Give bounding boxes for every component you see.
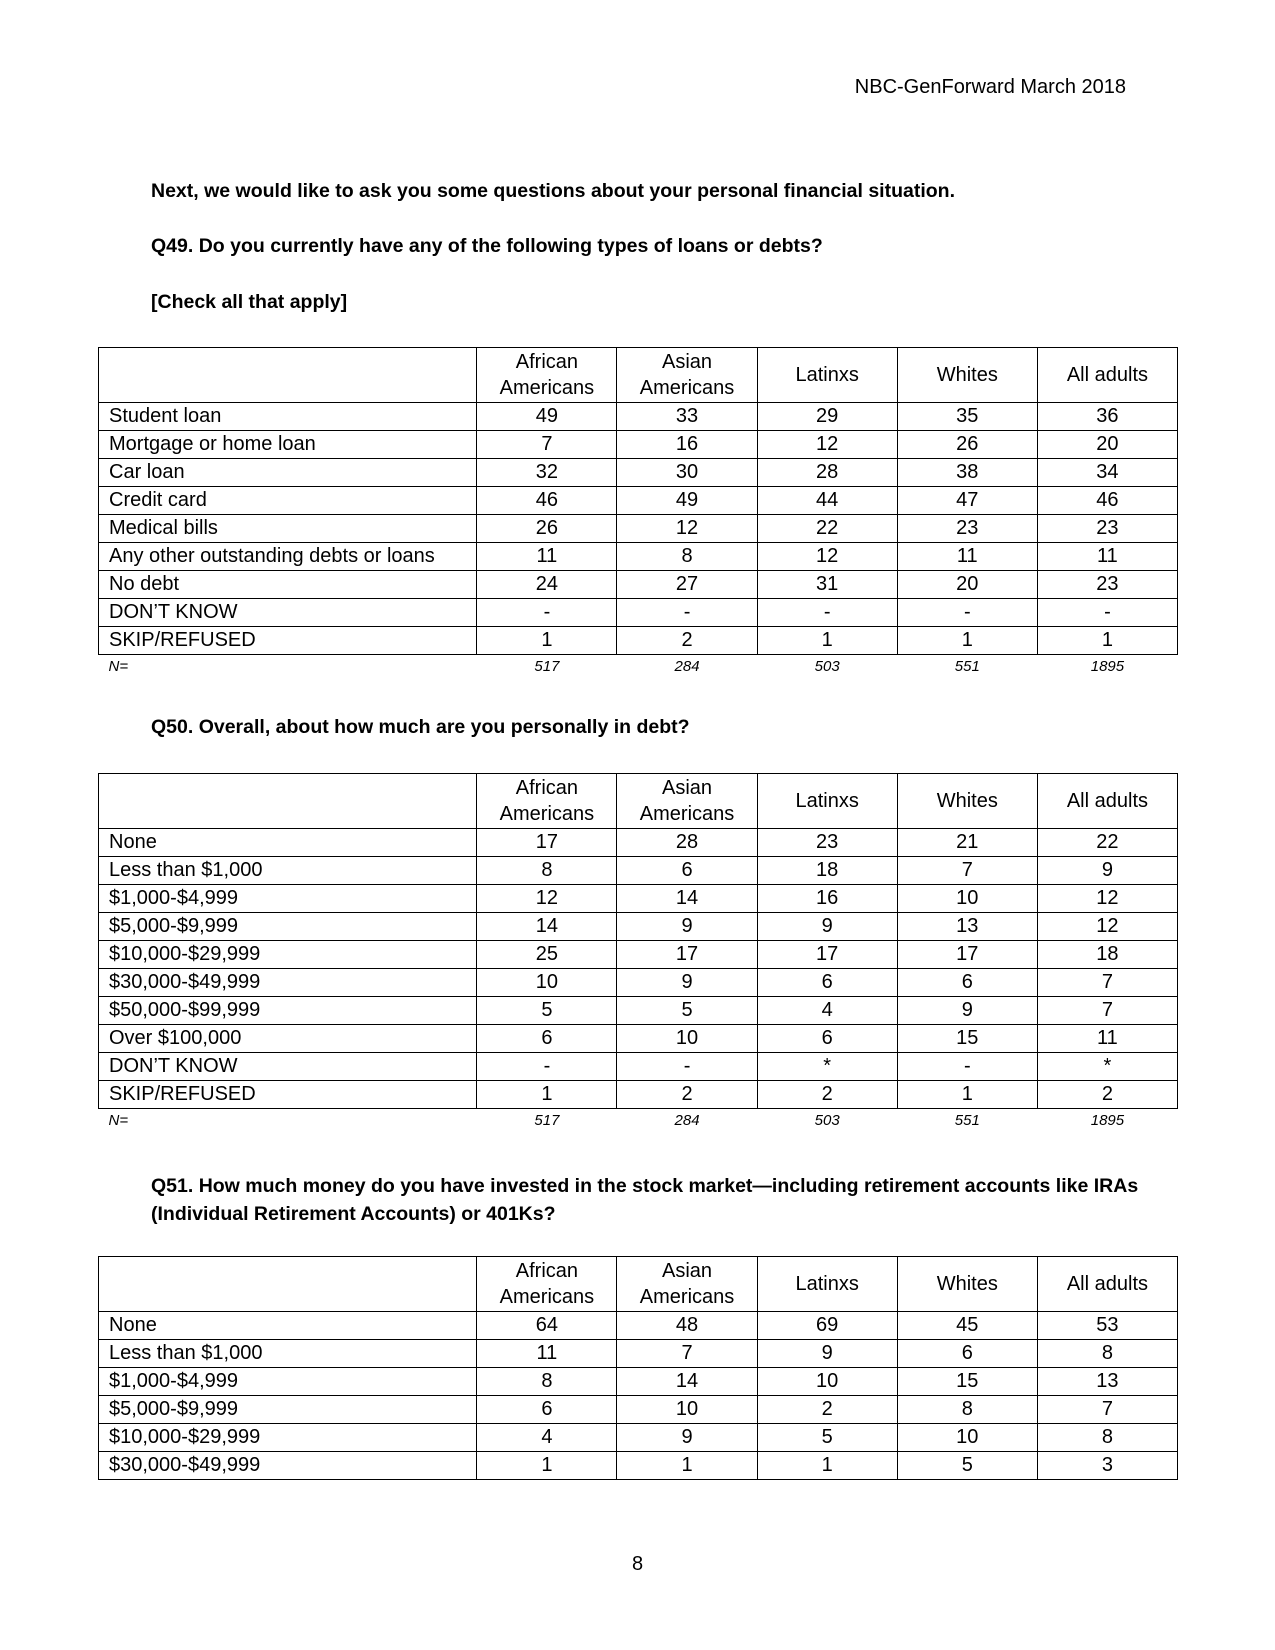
cell-value: 49: [477, 403, 617, 431]
header-asian-americans: Asian Americans: [617, 1257, 757, 1312]
cell-value: 8: [1037, 1424, 1177, 1452]
cell-value: 30: [617, 459, 757, 487]
question-q49-instruction: [Check all that apply]: [151, 291, 348, 313]
table-q51: [98, 1256, 1178, 1480]
cell-value: 26: [897, 431, 1037, 459]
row-label: None: [99, 829, 477, 857]
cell-value: 35: [897, 403, 1037, 431]
cell-value: 9: [617, 913, 757, 941]
row-label: SKIP/REFUSED: [99, 627, 477, 655]
table-row: [99, 1424, 1178, 1452]
cell-value: 45: [897, 1312, 1037, 1340]
cell-value: 12: [617, 515, 757, 543]
cell-value: 9: [617, 1424, 757, 1452]
n-value: 1895: [1090, 658, 1125, 675]
cell-value: 8: [477, 1368, 617, 1396]
cell-value: 2: [617, 1081, 757, 1109]
cell-value: 12: [1037, 913, 1177, 941]
header-blank: [99, 348, 477, 403]
cell-value: 13: [897, 913, 1037, 941]
cell-value: 10: [617, 1025, 757, 1053]
cell-value: 46: [1037, 487, 1177, 515]
cell-value: 29: [757, 403, 897, 431]
cell-value: 6: [757, 969, 897, 997]
cell-value: 6: [897, 1340, 1037, 1368]
table-row: [99, 1053, 1178, 1081]
header-asian-americans: Asian Americans: [617, 348, 757, 403]
table-q49: [98, 347, 1178, 679]
table-q50: [98, 773, 1178, 1133]
cell-value: 18: [1037, 941, 1177, 969]
cell-value: 6: [477, 1025, 617, 1053]
cell-value: 9: [1037, 857, 1177, 885]
n-label: N=: [108, 1112, 129, 1129]
n-value: 284: [674, 1112, 700, 1129]
header-whites: Whites: [897, 348, 1037, 403]
n-value: 284: [674, 658, 700, 675]
row-label: Less than $1,000: [99, 1340, 477, 1368]
table-row: [99, 969, 1178, 997]
row-label: $50,000-$99,999: [99, 997, 477, 1025]
cell-value: 5: [477, 997, 617, 1025]
cell-value: 2: [757, 1081, 897, 1109]
row-label: No debt: [99, 571, 477, 599]
table-row: [99, 459, 1178, 487]
header-all-adults: All adults: [1037, 774, 1177, 829]
row-label: Credit card: [99, 487, 477, 515]
sample-size-row: [99, 1109, 1178, 1134]
table-row: [99, 1312, 1178, 1340]
cell-value: 7: [897, 857, 1037, 885]
row-label: $10,000-$29,999: [99, 941, 477, 969]
cell-value: 28: [617, 829, 757, 857]
cell-value: 22: [1037, 829, 1177, 857]
cell-value: 2: [617, 627, 757, 655]
cell-value: -: [477, 1053, 617, 1081]
cell-value: 26: [477, 515, 617, 543]
cell-value: 4: [477, 1424, 617, 1452]
cell-value: 7: [617, 1340, 757, 1368]
cell-value: 6: [617, 857, 757, 885]
header-all-adults: All adults: [1037, 348, 1177, 403]
cell-value: 11: [477, 1340, 617, 1368]
table-row: [99, 1396, 1178, 1424]
cell-value: 36: [1037, 403, 1177, 431]
row-label: $1,000-$4,999: [99, 885, 477, 913]
table-row: [99, 1340, 1178, 1368]
table-header-row: [99, 774, 1178, 829]
cell-value: 11: [1037, 543, 1177, 571]
cell-value: 20: [1037, 431, 1177, 459]
cell-value: 44: [757, 487, 897, 515]
table-row: [99, 543, 1178, 571]
cell-value: 53: [1037, 1312, 1177, 1340]
row-label: DON’T KNOW: [99, 599, 477, 627]
cell-value: 48: [617, 1312, 757, 1340]
sample-size-row: [99, 655, 1178, 680]
cell-value: 33: [617, 403, 757, 431]
cell-value: 10: [757, 1368, 897, 1396]
cell-value: 9: [897, 997, 1037, 1025]
cell-value: 8: [897, 1396, 1037, 1424]
cell-value: -: [617, 599, 757, 627]
question-q49: Q49. Do you currently have any of the following types of loans or debts?: [151, 235, 823, 257]
table-row: [99, 1452, 1178, 1480]
cell-value: 25: [477, 941, 617, 969]
cell-value: 69: [757, 1312, 897, 1340]
cell-value: *: [757, 1053, 897, 1081]
row-label: DON’T KNOW: [99, 1053, 477, 1081]
cell-value: 6: [477, 1396, 617, 1424]
cell-value: 17: [897, 941, 1037, 969]
row-label: Over $100,000: [99, 1025, 477, 1053]
cell-value: 17: [757, 941, 897, 969]
cell-value: 14: [477, 913, 617, 941]
cell-value: 1: [1037, 627, 1177, 655]
cell-value: 18: [757, 857, 897, 885]
cell-value: 6: [757, 1025, 897, 1053]
cell-value: 9: [757, 1340, 897, 1368]
header-blank: [99, 774, 477, 829]
cell-value: -: [477, 599, 617, 627]
row-label: Medical bills: [99, 515, 477, 543]
cell-value: 31: [757, 571, 897, 599]
cell-value: 27: [617, 571, 757, 599]
cell-value: 1: [617, 1452, 757, 1480]
cell-value: -: [617, 1053, 757, 1081]
cell-value: 9: [757, 913, 897, 941]
cell-value: 7: [1037, 1396, 1177, 1424]
cell-value: 2: [1037, 1081, 1177, 1109]
table-header-row: [99, 1257, 1178, 1312]
cell-value: 2: [757, 1396, 897, 1424]
row-label: Less than $1,000: [99, 857, 477, 885]
header-latinxs: Latinxs: [757, 1257, 897, 1312]
table-row: [99, 515, 1178, 543]
cell-value: 22: [757, 515, 897, 543]
cell-value: 5: [617, 997, 757, 1025]
cell-value: 8: [1037, 1340, 1177, 1368]
row-label: $5,000-$9,999: [99, 913, 477, 941]
table-row: [99, 1025, 1178, 1053]
cell-value: 3: [1037, 1452, 1177, 1480]
table-row: [99, 627, 1178, 655]
cell-value: 11: [477, 543, 617, 571]
header-african-americans: African Americans: [477, 774, 617, 829]
row-label: $1,000-$4,999: [99, 1368, 477, 1396]
cell-value: 7: [1037, 997, 1177, 1025]
table-row: [99, 431, 1178, 459]
row-label: SKIP/REFUSED: [99, 1081, 477, 1109]
cell-value: 1: [477, 1452, 617, 1480]
cell-value: -: [897, 1053, 1037, 1081]
cell-value: 32: [477, 459, 617, 487]
question-q51: Q51. How much money do you have invested in the stock market—including retirement accounts like IRAs (Individual Retirement Accounts) or 401Ks?: [151, 1175, 1139, 1225]
cell-value: 20: [897, 571, 1037, 599]
cell-value: 24: [477, 571, 617, 599]
cell-value: 1: [897, 1081, 1037, 1109]
cell-value: 38: [897, 459, 1037, 487]
n-value: 503: [814, 658, 840, 675]
document-header: NBC-GenForward March 2018: [854, 76, 1126, 98]
table-header-row: [99, 348, 1178, 403]
table-row: [99, 403, 1178, 431]
row-label: Mortgage or home loan: [99, 431, 477, 459]
cell-value: 4: [757, 997, 897, 1025]
n-value: 503: [814, 1112, 840, 1129]
header-african-americans: African Americans: [477, 1257, 617, 1312]
cell-value: 17: [477, 829, 617, 857]
cell-value: 8: [617, 543, 757, 571]
cell-value: 47: [897, 487, 1037, 515]
row-label: None: [99, 1312, 477, 1340]
header-whites: Whites: [897, 1257, 1037, 1312]
cell-value: 14: [617, 885, 757, 913]
header-african-americans: African Americans: [477, 348, 617, 403]
cell-value: 12: [757, 543, 897, 571]
table-row: [99, 1081, 1178, 1109]
cell-value: 1: [477, 627, 617, 655]
row-label: Any other outstanding debts or loans: [99, 543, 477, 571]
cell-value: 23: [757, 829, 897, 857]
cell-value: 12: [757, 431, 897, 459]
cell-value: 9: [617, 969, 757, 997]
cell-value: 10: [897, 885, 1037, 913]
n-value: 551: [954, 1112, 980, 1129]
cell-value: *: [1037, 1053, 1177, 1081]
cell-value: 11: [1037, 1025, 1177, 1053]
n-value: 551: [954, 658, 980, 675]
header-latinxs: Latinxs: [757, 348, 897, 403]
header-asian-americans: Asian Americans: [617, 774, 757, 829]
cell-value: -: [897, 599, 1037, 627]
row-label: Car loan: [99, 459, 477, 487]
cell-value: 12: [477, 885, 617, 913]
n-value: 517: [534, 1112, 560, 1129]
n-value: 1895: [1090, 1112, 1125, 1129]
table-row: [99, 885, 1178, 913]
row-label: $10,000-$29,999: [99, 1424, 477, 1452]
cell-value: 1: [757, 627, 897, 655]
page-number: 8: [631, 1553, 644, 1575]
cell-value: 5: [757, 1424, 897, 1452]
table-row: [99, 599, 1178, 627]
table-row: [99, 941, 1178, 969]
cell-value: 46: [477, 487, 617, 515]
cell-value: 23: [1037, 571, 1177, 599]
cell-value: 16: [617, 431, 757, 459]
cell-value: 34: [1037, 459, 1177, 487]
cell-value: 7: [477, 431, 617, 459]
question-q50: Q50. Overall, about how much are you personally in debt?: [151, 716, 690, 738]
cell-value: 28: [757, 459, 897, 487]
cell-value: 7: [1037, 969, 1177, 997]
cell-value: 17: [617, 941, 757, 969]
section-intro: Next, we would like to ask you some questions about your personal financial situation.: [151, 180, 955, 202]
row-label: Student loan: [99, 403, 477, 431]
table-row: [99, 857, 1178, 885]
cell-value: 6: [897, 969, 1037, 997]
cell-value: 64: [477, 1312, 617, 1340]
table-row: [99, 997, 1178, 1025]
row-label: $30,000-$49,999: [99, 1452, 477, 1480]
header-all-adults: All adults: [1037, 1257, 1177, 1312]
cell-value: 23: [897, 515, 1037, 543]
cell-value: -: [757, 599, 897, 627]
cell-value: 8: [477, 857, 617, 885]
row-label: $30,000-$49,999: [99, 969, 477, 997]
cell-value: -: [1037, 599, 1177, 627]
cell-value: 11: [897, 543, 1037, 571]
table-row: [99, 829, 1178, 857]
cell-value: 12: [1037, 885, 1177, 913]
n-value: 517: [534, 658, 560, 675]
cell-value: 1: [897, 627, 1037, 655]
cell-value: 15: [897, 1368, 1037, 1396]
cell-value: 49: [617, 487, 757, 515]
cell-value: 5: [897, 1452, 1037, 1480]
cell-value: 23: [1037, 515, 1177, 543]
cell-value: 13: [1037, 1368, 1177, 1396]
table-row: [99, 913, 1178, 941]
cell-value: 15: [897, 1025, 1037, 1053]
cell-value: 21: [897, 829, 1037, 857]
header-latinxs: Latinxs: [757, 774, 897, 829]
n-label: N=: [108, 658, 129, 675]
cell-value: 1: [477, 1081, 617, 1109]
cell-value: 16: [757, 885, 897, 913]
cell-value: 10: [617, 1396, 757, 1424]
cell-value: 10: [897, 1424, 1037, 1452]
cell-value: 14: [617, 1368, 757, 1396]
table-row: [99, 487, 1178, 515]
header-whites: Whites: [897, 774, 1037, 829]
cell-value: 1: [757, 1452, 897, 1480]
cell-value: 10: [477, 969, 617, 997]
table-row: [99, 1368, 1178, 1396]
table-row: [99, 571, 1178, 599]
row-label: $5,000-$9,999: [99, 1396, 477, 1424]
header-blank: [99, 1257, 477, 1312]
